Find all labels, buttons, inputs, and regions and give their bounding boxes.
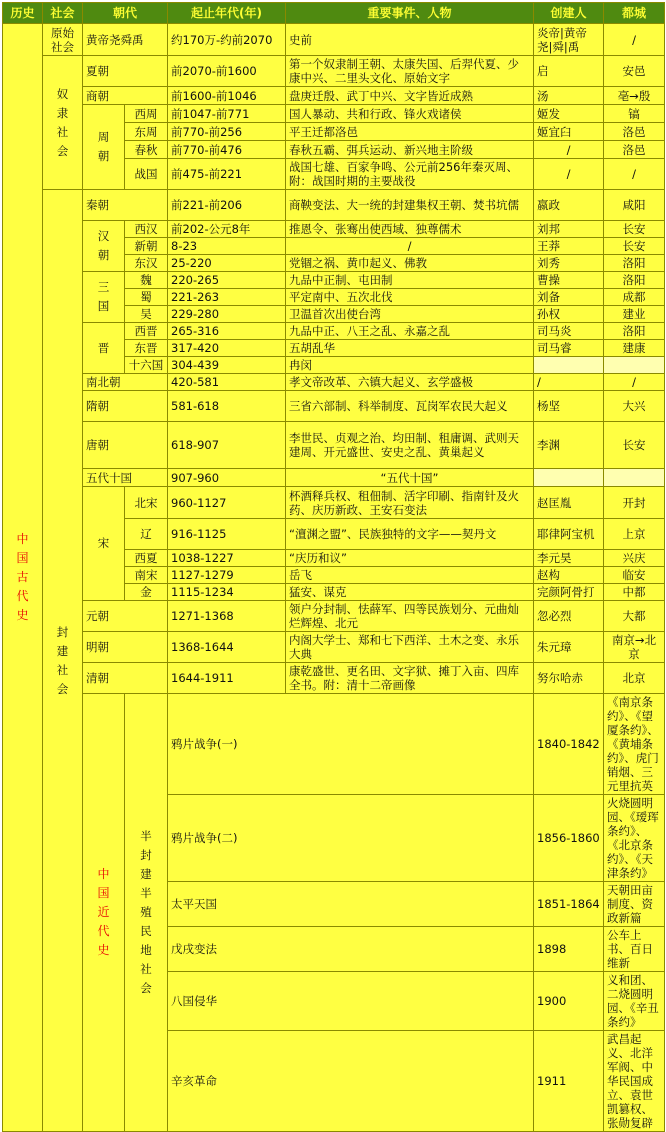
events-cell[interactable]: 冉闵 [286,357,534,374]
events-cell[interactable]: 卫温首次出使台湾 [286,306,534,323]
table-row [3,694,665,795]
period-cell: 907-960 [168,469,286,487]
events-cell[interactable]: 九品中正、八王之乱、永嘉之乱 [286,323,534,340]
society-feudal [43,190,83,1132]
society-slavery-label: 奴隶社会 [56,86,69,158]
period-cell: 1900 [534,972,604,1031]
dynasty-cell[interactable]: 新朝 [125,238,168,255]
header-founder: 创建人 [534,3,604,24]
events-cell[interactable]: 五胡乱华 [286,340,534,357]
period-cell: 317-420 [168,340,286,357]
table-row [3,190,665,221]
founder-cell: 杨坚 [534,391,604,422]
society-semi-feudal-label: 半封建半殖民地社会 [140,829,152,995]
events-cell[interactable]: 盘庚迁殷、武丁中兴、文字皆近成熟 [286,87,534,105]
period-cell: 前221-前206 [168,190,286,221]
period-cell: 前770-前476 [168,141,286,159]
founder-cell [534,357,604,374]
period-cell: 916-1125 [168,519,286,550]
era-ancient-label: 中国古代史 [16,532,29,622]
founder-cell: 姬发 [534,105,604,123]
header-row [3,3,665,24]
dynasty-cell[interactable]: 金 [125,584,168,601]
period-cell: 前1600-前1046 [168,87,286,105]
capital-cell: 长安 [604,238,665,255]
capital-cell: 长安 [604,221,665,238]
dynasty-cell[interactable]: 唐朝 [83,422,168,469]
events-cell[interactable]: 天朝田亩制度、资政新篇 [604,882,665,927]
society-feudal-label: 封建社会 [56,624,69,696]
events-cell[interactable]: 公车上书、百日维新 [604,927,665,972]
capital-cell: 长安 [604,422,665,469]
group-song [83,487,125,601]
capital-cell [604,357,665,374]
capital-cell: 临安 [604,567,665,584]
founder-cell: 赵构 [534,567,604,584]
dynasty-cell[interactable]: 战国 [125,159,168,190]
capital-cell: 成都 [604,289,665,306]
society-slavery [43,56,83,190]
period-cell: 420-581 [168,374,286,391]
period-cell: 1856-1860 [534,795,604,882]
era-ancient [3,24,43,1132]
founder-cell: 炎帝|黄帝尧|舜|禹 [534,24,604,56]
dynasty-cell[interactable]: 明朝 [83,632,168,663]
dynasty-cell[interactable]: 南北朝 [83,374,168,391]
table-row [3,391,665,422]
events-cell[interactable]: 领户分封制、怯薛军、四等民族划分、元曲灿烂辉煌、北元 [286,601,534,632]
capital-cell: 上京 [604,519,665,550]
events-cell[interactable]: 战国七雄、百家争鸣、公元前256年秦灭周、附：战国时期的主要战役 [286,159,534,190]
period-cell: 229-280 [168,306,286,323]
capital-cell: 洛阳 [604,272,665,289]
capital-cell: / [604,159,665,190]
header-history: 历史 [3,3,43,24]
dynasty-cell[interactable]: 北宋 [125,487,168,519]
founder-cell: 嬴政 [534,190,604,221]
events-cell[interactable]: 孝文帝改革、六镇大起义、玄学盛极 [286,374,534,391]
period-cell: 221-263 [168,289,286,306]
dynasty-cell[interactable]: 商朝 [83,87,168,105]
dynasty-cell[interactable]: 西夏 [125,550,168,567]
period-cell: 前2070-前1600 [168,56,286,87]
dynasty-cell[interactable]: 西周 [125,105,168,123]
group-three-kingdoms [83,272,125,323]
table-row [3,87,665,105]
period-cell: 1851-1864 [534,882,604,927]
capital-cell: 建康 [604,340,665,357]
founder-cell: 努尔哈赤 [534,663,604,694]
dynasty-cell[interactable]: 东周 [125,123,168,141]
table-row [3,632,665,663]
period-cell: 1911 [534,1031,604,1132]
events-cell[interactable]: 内阁大学士、郑和七下西洋、土木之变、永乐大典 [286,632,534,663]
dynasty-cell[interactable]: 清朝 [83,663,168,694]
table-row [3,24,665,56]
period-cell: 1271-1368 [168,601,286,632]
founder-cell: 刘秀 [534,255,604,272]
dynasty-cell[interactable]: 蜀 [125,289,168,306]
founder-cell: 王莽 [534,238,604,255]
dynasty-cell[interactable]: 隋朝 [83,391,168,422]
table-row [3,105,665,123]
events-cell[interactable]: / [286,238,534,255]
dynasty-cell[interactable]: 辛亥革命 [168,1031,534,1132]
dynasty-cell[interactable]: 吴 [125,306,168,323]
period-cell: 1644-1911 [168,663,286,694]
period-cell: 25-220 [168,255,286,272]
founder-cell: 耶律阿宝机 [534,519,604,550]
table-row [3,374,665,391]
dynasty-cell[interactable]: 戊戌变法 [168,927,534,972]
founder-cell: 李渊 [534,422,604,469]
founder-cell: 赵匡胤 [534,487,604,519]
events-cell[interactable]: 义和团、二烧圆明园、《辛丑条约》 [604,972,665,1031]
founder-cell: / [534,374,604,391]
table-row [3,422,665,469]
period-cell: 1368-1644 [168,632,286,663]
group-jin-label: 晋 [97,340,110,355]
group-song-label: 宋 [97,536,110,550]
founder-cell: 朱元璋 [534,632,604,663]
founder-cell: 刘备 [534,289,604,306]
capital-cell: 兴庆 [604,550,665,567]
society-primitive-label: 原始社会 [51,25,74,54]
period-cell: 220-265 [168,272,286,289]
dynasty-cell[interactable]: 秦朝 [83,190,168,221]
events-cell[interactable]: “五代十国” [286,469,534,487]
period-cell: 约170万-约前2070 [168,24,286,56]
period-cell: 1115-1234 [168,584,286,601]
period-cell: 1127-1279 [168,567,286,584]
dynasty-cell[interactable]: 辽 [125,519,168,550]
table-row [3,56,665,87]
dynasty-cell[interactable]: 十六国 [125,357,168,374]
events-cell[interactable]: 推恩令、张骞出使西域、独尊儒术 [286,221,534,238]
period-cell: 581-618 [168,391,286,422]
dynasty-cell[interactable]: 东晋 [125,340,168,357]
capital-cell: / [604,24,665,56]
founder-cell: 汤 [534,87,604,105]
founder-cell: / [534,159,604,190]
founder-cell: 忽必烈 [534,601,604,632]
events-cell[interactable]: 猛安、谋克 [286,584,534,601]
capital-cell: 洛阳 [604,255,665,272]
period-cell: 前475-前221 [168,159,286,190]
header-capital: 都城 [604,3,665,24]
founder-cell: 司马睿 [534,340,604,357]
events-cell[interactable]: 三省六部制、科举制度、瓦岗军农民大起义 [286,391,534,422]
events-cell[interactable]: “庆历和议” [286,550,534,567]
era-modern [83,694,125,1132]
capital-cell: 镐 [604,105,665,123]
capital-cell: 大都 [604,601,665,632]
founder-cell: 司马炎 [534,323,604,340]
period-cell: 960-1127 [168,487,286,519]
capital-cell: 洛邑 [604,141,665,159]
dynasty-cell[interactable]: 元朝 [83,601,168,632]
header-events: 重要事件、人物 [286,3,534,24]
capital-cell: 咸阳 [604,190,665,221]
capital-cell: 开封 [604,487,665,519]
founder-cell: 孙权 [534,306,604,323]
period-cell: 前770-前256 [168,123,286,141]
society-primitive [43,24,83,56]
period-cell: 8-23 [168,238,286,255]
dynasty-cell[interactable]: 魏 [125,272,168,289]
events-cell[interactable]: “澶渊之盟”、民族独特的文字——契丹文 [286,519,534,550]
events-cell[interactable]: 平王迁都洛邑 [286,123,534,141]
table-row [3,469,665,487]
dynasty-cell[interactable]: 鸦片战争(二) [168,795,534,882]
dynasty-cell[interactable]: 黄帝尧舜禹 [83,24,168,56]
events-cell[interactable]: 李世民、贞观之治、均田制、租庸调、武则天建周、开元盛世、安史之乱、黄巢起义 [286,422,534,469]
group-han-label: 汉朝 [97,229,110,262]
dynasty-cell[interactable]: 东汉 [125,255,168,272]
dynasty-cell[interactable]: 春秋 [125,141,168,159]
group-zhou-label: 周朝 [97,130,110,163]
dynasty-cell[interactable]: 西晋 [125,323,168,340]
dynasty-cell[interactable]: 鸦片战争(一) [168,694,534,795]
group-jin [83,323,125,374]
capital-cell: 安邑 [604,56,665,87]
period-cell: 前1047-前771 [168,105,286,123]
table-row [3,221,665,238]
table-row [3,487,665,519]
dynasty-cell[interactable]: 八国侵华 [168,972,534,1031]
founder-cell: / [534,141,604,159]
events-cell[interactable]: 康乾盛世、更名田、文字狱、摊丁入亩、四库全书。附：清十二帝画像 [286,663,534,694]
founder-cell: 启 [534,56,604,87]
founder-cell: 李元昊 [534,550,604,567]
header-society: 社会 [43,3,83,24]
group-zhou [83,105,125,190]
events-cell[interactable]: 杯酒释兵权、租佃制、活字印刷、指南针及火药、庆历新政、王安石变法 [286,487,534,519]
capital-cell: 南京→北京 [604,632,665,663]
capital-cell: 建业 [604,306,665,323]
capital-cell: 中都 [604,584,665,601]
events-cell[interactable]: 岳飞 [286,567,534,584]
period-cell: 前202-公元8年 [168,221,286,238]
dynasty-cell[interactable]: 南宋 [125,567,168,584]
period-cell: 1898 [534,927,604,972]
group-han [83,221,125,272]
events-cell[interactable]: 九品中正制、屯田制 [286,272,534,289]
table-row [3,272,665,289]
table-row [3,323,665,340]
dynasty-table [2,2,665,1132]
group-three-kingdoms-label: 三国 [97,280,110,313]
capital-cell: 北京 [604,663,665,694]
era-modern-label: 中国近代史 [97,867,110,957]
events-cell[interactable]: 第一个奴隶制王朝、太康失国、后羿代夏、少康中兴、二里头文化、原始文字 [286,56,534,87]
period-cell: 1840-1842 [534,694,604,795]
header-period: 起止年代(年) [168,3,286,24]
dynasty-cell[interactable]: 夏朝 [83,56,168,87]
events-cell[interactable]: 春秋五霸、弭兵运动、新兴地主阶级 [286,141,534,159]
capital-cell: / [604,374,665,391]
dynasty-cell[interactable]: 西汉 [125,221,168,238]
founder-cell: 完颜阿骨打 [534,584,604,601]
events-cell[interactable]: 商鞅变法、大一统的封建集权王朝、焚书坑儒 [286,190,534,221]
capital-cell: 亳→殷 [604,87,665,105]
capital-cell [604,469,665,487]
society-semi-feudal [125,694,168,1132]
events-cell[interactable]: 国人暴动、共和行政、锋火戏诸侯 [286,105,534,123]
capital-cell: 大兴 [604,391,665,422]
period-cell: 1038-1227 [168,550,286,567]
period-cell: 265-316 [168,323,286,340]
header-dynasty: 朝代 [83,3,168,24]
founder-cell [534,469,604,487]
table-row [3,601,665,632]
events-cell[interactable]: 火烧圆明园、《瑷珲条约》、《北京条约》、《天津条约》 [604,795,665,882]
period-cell: 304-439 [168,357,286,374]
founder-cell: 姬宜臼 [534,123,604,141]
founder-cell: 曹操 [534,272,604,289]
dynasty-cell[interactable]: 太平天国 [168,882,534,927]
capital-cell: 洛阳 [604,323,665,340]
events-cell[interactable]: 平定南中、五次北伐 [286,289,534,306]
events-cell[interactable]: 党锢之祸、黄巾起义、佛教 [286,255,534,272]
period-cell: 618-907 [168,422,286,469]
founder-cell: 刘邦 [534,221,604,238]
events-cell[interactable]: 史前 [286,24,534,56]
events-cell[interactable]: 武昌起义、北洋军阀、中华民国成立、袁世凯篡权、张勋复辟 [604,1031,665,1132]
events-cell[interactable]: 《南京条约》、《望厦条约》、《黄埔条约》、虎门销烟、三元里抗英 [604,694,665,795]
table-row [3,663,665,694]
dynasty-cell[interactable]: 五代十国 [83,469,168,487]
capital-cell: 洛邑 [604,123,665,141]
